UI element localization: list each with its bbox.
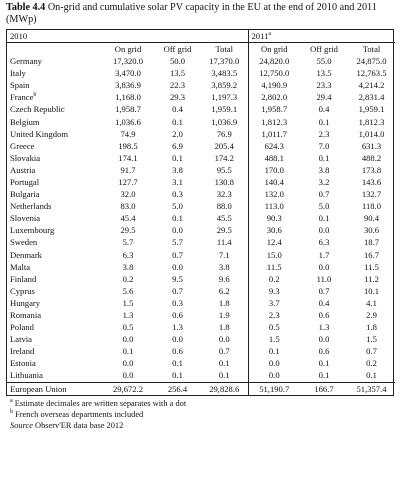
row-country: Netherlands [10, 201, 52, 212]
cell: 51,190.7 [248, 382, 300, 395]
row-country: Ireland [10, 346, 35, 357]
table-row [7, 224, 395, 236]
row-country: Romania [10, 310, 42, 321]
footnote-marker: b [33, 92, 37, 99]
cell: 4,190.9 [248, 79, 300, 91]
cell: 18.7 [363, 237, 380, 248]
cell: 132.7 [361, 189, 382, 200]
cell: 1.8 [218, 297, 230, 308]
cell: 0.0 [248, 369, 300, 382]
table-row [7, 188, 395, 200]
table-row-eu-total [7, 382, 395, 395]
cell: 1,958.7 [248, 103, 300, 115]
col-header: Off grid [300, 43, 348, 56]
cell: 5.7 [122, 237, 134, 248]
cell: 0.3 [172, 189, 183, 200]
table-row [7, 333, 395, 345]
row-country: Germany [10, 56, 42, 67]
table-row [7, 309, 395, 321]
cell: 6.3 [122, 249, 134, 260]
cell: 3,836.9 [115, 80, 141, 91]
cell: 132.0 [248, 188, 300, 200]
cell: 32.3 [216, 189, 232, 200]
cell: 0.7 [366, 346, 377, 357]
cell: 1.8 [218, 322, 230, 333]
row-country: Lithuania [10, 370, 43, 381]
cell: 12.4 [248, 236, 300, 248]
cell: 3.8 [218, 261, 230, 272]
cell: 13.5 [169, 68, 186, 79]
cell: 1,959.1 [358, 104, 385, 115]
row-country: Poland [10, 322, 34, 333]
cell: 13.5 [316, 68, 332, 79]
cell: 0.7 [218, 346, 230, 357]
cell: 0.7 [318, 189, 330, 200]
cell: 0.1 [172, 213, 183, 224]
cell: 5.0 [172, 201, 183, 212]
table-row [7, 152, 395, 164]
cell: 256.4 [154, 382, 201, 395]
cell: 1,958.7 [115, 104, 141, 115]
cell: 1,014.0 [358, 128, 385, 139]
table-row [7, 321, 395, 333]
column-header-row [7, 43, 395, 56]
cell: 127.7 [118, 176, 138, 187]
cell: 74.9 [120, 128, 136, 139]
table-row [7, 369, 395, 382]
row-country: Cyprus [10, 285, 35, 296]
table-row [7, 176, 395, 188]
cell: 17,320.0 [112, 56, 144, 67]
cell: 140.4 [248, 176, 300, 188]
cell: 9.6 [218, 273, 230, 284]
cell: 1.5 [366, 334, 377, 345]
cell: 29.5 [120, 225, 136, 236]
cell: 1,036.6 [115, 116, 141, 127]
cell: 1.7 [318, 249, 330, 260]
cell: 22.3 [169, 80, 186, 91]
row-country: France$^b$ [10, 92, 37, 103]
cell: 2.3 [248, 309, 300, 321]
cell: 0.0 [172, 334, 183, 345]
row-country: Greece [10, 140, 35, 151]
row-country: Bulgaria [10, 189, 40, 200]
row-country: Finland [10, 273, 37, 284]
cell: 83.0 [120, 201, 136, 212]
cell: 0.0 [122, 334, 134, 345]
cell: 173.8 [361, 164, 382, 175]
row-country: Hungary [10, 297, 41, 308]
table-row [7, 140, 395, 152]
row-country: European Union [7, 382, 102, 395]
cell: 30.6 [248, 224, 300, 236]
row-country: Spain [10, 80, 30, 91]
cell: 0.0 [122, 370, 134, 381]
cell: 6.2 [218, 285, 230, 296]
cell: 5.0 [318, 201, 330, 212]
col-header: Total [201, 43, 248, 56]
cell: 90.3 [248, 212, 300, 224]
cell: 3,483.5 [211, 68, 238, 79]
cell: 0.0 [218, 334, 230, 345]
cell: 0.0 [122, 358, 134, 369]
cell: 0.1 [172, 370, 183, 381]
cell: 9.3 [248, 285, 300, 297]
cell: 29.4 [316, 92, 332, 103]
table-caption-text: On-grid and cumulative solar PV capacity in the EU at the end of 2010 and 2011 (MWp) [6, 2, 377, 25]
cell: 0.4 [172, 104, 183, 115]
cell: 0.1 [122, 346, 134, 357]
row-country: United Kingdom [10, 128, 69, 139]
cell: 7.0 [318, 140, 330, 151]
cell: 174.2 [214, 152, 234, 163]
cell: 24,875.0 [356, 56, 387, 67]
cell: 0.6 [318, 346, 330, 357]
cell: 24,820.0 [248, 55, 300, 67]
table-row [7, 91, 395, 103]
cell: 11.0 [316, 273, 332, 284]
row-country: Slovakia [10, 152, 41, 163]
cell: 0.1 [172, 358, 183, 369]
cell: 488.1 [248, 152, 300, 164]
cell: 0.3 [172, 297, 183, 308]
cell: 3,470.0 [115, 68, 141, 79]
row-country: Czech Republic [10, 104, 65, 115]
table-row [7, 200, 395, 212]
cell: 29,828.6 [201, 382, 248, 395]
row-country: Latvia [10, 334, 32, 345]
cell: 0.7 [172, 249, 183, 260]
cell: 51,357.4 [348, 382, 395, 395]
cell: 1,168.0 [115, 92, 141, 103]
cell: 9.5 [172, 273, 183, 284]
cell: 2.3 [318, 128, 330, 139]
cell: 11.5 [364, 261, 379, 272]
cell: 6.9 [172, 140, 183, 151]
cell: 0.1 [318, 152, 330, 163]
row-country: Austria [10, 164, 36, 175]
cell: 55.0 [316, 56, 332, 67]
table-row [7, 212, 395, 224]
table-row [7, 297, 395, 309]
table-row [7, 261, 395, 273]
cell: 1,036.9 [211, 116, 238, 127]
cell: 3.1 [172, 176, 183, 187]
table-row [7, 55, 395, 67]
cell: 198.5 [118, 140, 138, 151]
row-country: Portugal [10, 176, 40, 187]
footnote-b: $^b$ French overseas departments included [10, 409, 144, 419]
cell: 1.3 [122, 310, 134, 321]
table-row [7, 273, 395, 285]
table-figure [6, 0, 394, 432]
cell: 3.7 [248, 297, 300, 309]
footnote-a-marker: a [268, 31, 272, 38]
data-table-frame [6, 29, 394, 396]
cell: 0.1 [318, 116, 330, 127]
year-header-row [7, 30, 395, 43]
year-2011-header [248, 30, 395, 43]
cell: 113.0 [248, 200, 300, 212]
cell: 29.3 [169, 92, 186, 103]
country-header-cell [7, 43, 102, 56]
cell: 2,802.0 [248, 91, 300, 103]
row-country: Slovenia [10, 213, 41, 224]
col-header: Total [348, 43, 395, 56]
cell: 88.0 [216, 201, 232, 212]
cell: 0.2 [122, 273, 134, 284]
cell: 631.3 [361, 140, 382, 151]
cell: 23.3 [316, 80, 332, 91]
cell: 29,672.2 [102, 382, 154, 395]
cell: 10.1 [363, 285, 380, 296]
cell: 6.3 [318, 237, 330, 248]
cell: 0.1 [218, 358, 230, 369]
cell: 1,812.3 [248, 115, 300, 127]
cell: 0.0 [172, 261, 183, 272]
table-body [7, 55, 395, 382]
row-country: Italy [10, 68, 26, 79]
cell: 2.9 [366, 310, 377, 321]
cell: 7.1 [218, 249, 230, 260]
cell: 1.3 [172, 322, 183, 333]
table-row [7, 115, 395, 127]
cell: 130.8 [214, 176, 234, 187]
cell: 50.0 [169, 56, 186, 67]
cell: 91.7 [120, 164, 136, 175]
row-country: Sweden [10, 237, 38, 248]
footnotes [6, 398, 394, 432]
cell: 17,370.0 [209, 56, 240, 67]
table-row [7, 67, 395, 79]
cell: 166.7 [300, 382, 348, 395]
cell: 118.0 [361, 201, 382, 212]
cell: 0.2 [366, 358, 377, 369]
cell: 0.1 [172, 152, 183, 163]
cell: 1.9 [218, 310, 230, 321]
year-2010-header: 2010 [10, 31, 28, 41]
cell: 1,959.1 [211, 104, 238, 115]
cell: 16.7 [363, 249, 380, 260]
table-row [7, 128, 395, 140]
cell: 0.4 [318, 104, 330, 115]
row-country: Belgium [10, 116, 40, 127]
cell: 0.0 [318, 225, 330, 236]
cell: 488.2 [361, 152, 382, 163]
source-note: Source Observ'ER data base 2012 [10, 421, 124, 431]
cell: 0.6 [172, 346, 183, 357]
cell: 0.1 [248, 345, 300, 357]
cell: 3.8 [172, 164, 183, 175]
table-row [7, 249, 395, 261]
data-table [7, 30, 395, 395]
cell: 0.1 [218, 370, 230, 381]
cell: 3.2 [318, 176, 330, 187]
cell: 5.6 [122, 285, 134, 296]
table-row [7, 345, 395, 357]
cell: 0.5 [248, 321, 300, 333]
table-label: Table 4.4 [6, 2, 46, 13]
cell: 4.1 [366, 297, 377, 308]
cell: 0.1 [366, 370, 377, 381]
cell: 3,859.2 [211, 80, 238, 91]
cell: 1,197.3 [211, 92, 238, 103]
cell: 4,214.2 [358, 80, 385, 91]
table-row [7, 164, 395, 176]
cell: 45.4 [120, 213, 136, 224]
table-row [7, 236, 395, 248]
cell: 1,812.3 [358, 116, 385, 127]
cell: 0.1 [318, 213, 330, 224]
cell: 0.1 [318, 358, 330, 369]
cell: 15.0 [248, 249, 300, 261]
cell: 76.9 [216, 128, 232, 139]
cell: 174.1 [118, 152, 138, 163]
cell: 45.5 [216, 213, 232, 224]
cell: 0.0 [318, 261, 330, 272]
cell: 29.5 [216, 225, 232, 236]
table-row [7, 103, 395, 115]
cell: 0.1 [318, 370, 330, 381]
cell: 95.5 [216, 164, 232, 175]
cell: 0.0 [248, 357, 300, 369]
cell: 32.0 [120, 189, 136, 200]
cell: 1.3 [318, 322, 330, 333]
row-country: Denmark [10, 249, 42, 260]
row-country: Malta [10, 261, 31, 272]
cell: 1.5 [122, 297, 134, 308]
cell: 3.8 [318, 164, 330, 175]
cell: 624.3 [248, 140, 300, 152]
cell: 1.8 [366, 322, 377, 333]
row-country: Estonia [10, 358, 36, 369]
table-row [7, 357, 395, 369]
col-header: On grid [248, 43, 300, 56]
cell: 11.2 [364, 273, 379, 284]
cell: 11.5 [248, 261, 300, 273]
footnote-a: $^a$ Estimate decimales are written separates with a dot [10, 397, 187, 408]
cell: 0.0 [172, 225, 183, 236]
cell: 2,831.4 [358, 92, 385, 103]
cell: 0.5 [122, 322, 134, 333]
cell: 12,763.5 [356, 68, 387, 79]
cell: 205.4 [214, 140, 234, 151]
cell: 1,011.7 [248, 128, 300, 140]
year-2011-label: 2011 [251, 31, 269, 41]
cell: 12,750.0 [248, 67, 300, 79]
cell: 30.6 [363, 225, 380, 236]
cell: 0.0 [318, 334, 330, 345]
cell: 0.7 [172, 285, 183, 296]
cell: 143.6 [361, 176, 382, 187]
cell: 11.4 [216, 237, 232, 248]
table-row [7, 79, 395, 91]
table-caption [6, 2, 394, 26]
cell: 0.6 [318, 310, 330, 321]
cell: 3.8 [122, 261, 134, 272]
cell: 0.1 [172, 116, 183, 127]
cell: 0.2 [248, 273, 300, 285]
cell: 90.4 [363, 213, 380, 224]
cell: 0.7 [318, 285, 330, 296]
row-country: Luxembourg [10, 225, 55, 236]
table-row [7, 285, 395, 297]
cell: 0.6 [172, 310, 183, 321]
cell: 170.0 [248, 164, 300, 176]
col-header: Off grid [154, 43, 201, 56]
cell: 1.5 [248, 333, 300, 345]
cell: 5.7 [172, 237, 183, 248]
col-header: On grid [102, 43, 154, 56]
cell: 0.4 [318, 297, 330, 308]
cell: 2.0 [172, 128, 183, 139]
